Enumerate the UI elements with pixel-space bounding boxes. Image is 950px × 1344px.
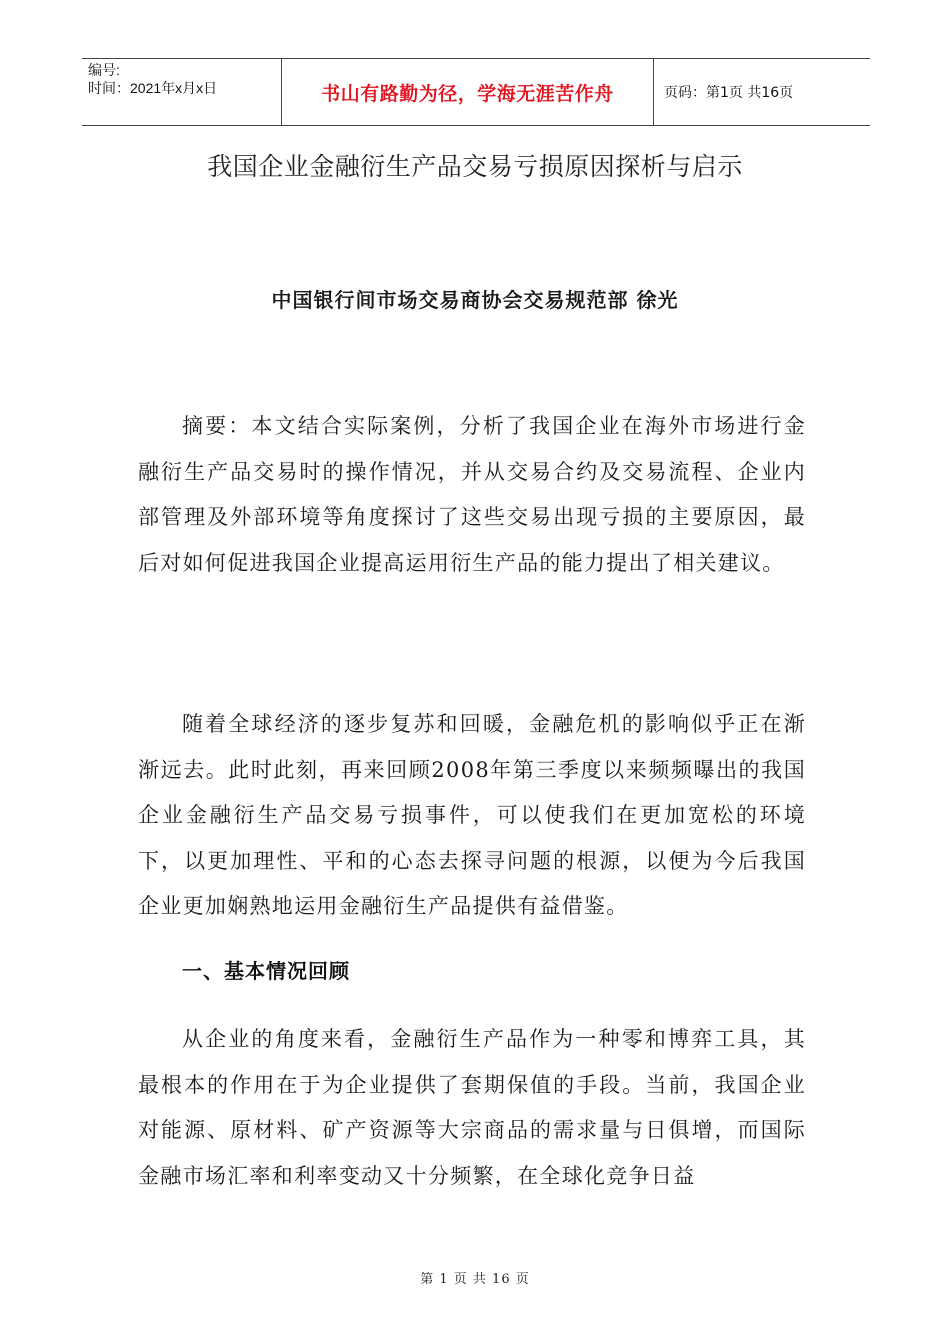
document-number-label: 编号: [88, 62, 120, 78]
document-header [82, 58, 870, 126]
page-footer: 第 1 页 共 16 页 [420, 1272, 530, 1287]
intro-paragraph: 随着全球经济的逐步复苏和回暖，金融危机的影响似乎正在渐渐远去。此时此刻，再来回顾2008年第三季度以来频频曝出的我国企业金融衍生产品交易亏损事件，可以使我们在更加宽松的环境下，以更加理性、平和的心态去探寻问题的根源，以便为今后我国企业更加娴熟地运用金融衍生产品提供有益借鉴。 [138, 712, 806, 918]
header-page-info: 页码：第1页 共16页 [664, 85, 794, 101]
document-date: 时间：2021年x月x日 [88, 80, 218, 96]
header-meta [82, 59, 281, 125]
body-paragraph: 从企业的角度来看，金融衍生产品作为一种零和博弈工具，其最根本的作用在于为企业提供了套期保值的手段。当前，我国企业对能源、原材料、矿产资源等大宗商品的需求量与日俱增，而国际金融市场汇率和利率变动又十分频繁，在全球化竞争日益 [138, 1027, 806, 1188]
document-author: 中国银行间市场交易商协会交易规范部 徐光 [271, 288, 679, 312]
section-heading: 一、基本情况回顾 [182, 959, 350, 983]
header-motto: 书山有路勤为径，学海无涯苦作舟 [281, 59, 654, 125]
abstract-paragraph: 摘要：本文结合实际案例，分析了我国企业在海外市场进行金融衍生产品交易时的操作情况，并从交易合约及交易流程、企业内部管理及外部环境等角度探讨了这些交易出现亏损的主要原因，最后对如何促进我国企业提高运用衍生产品的能力提出了相关建议。 [138, 414, 806, 575]
document-title: 我国企业金融衍生产品交易亏损原因探析与启示 [207, 152, 743, 181]
